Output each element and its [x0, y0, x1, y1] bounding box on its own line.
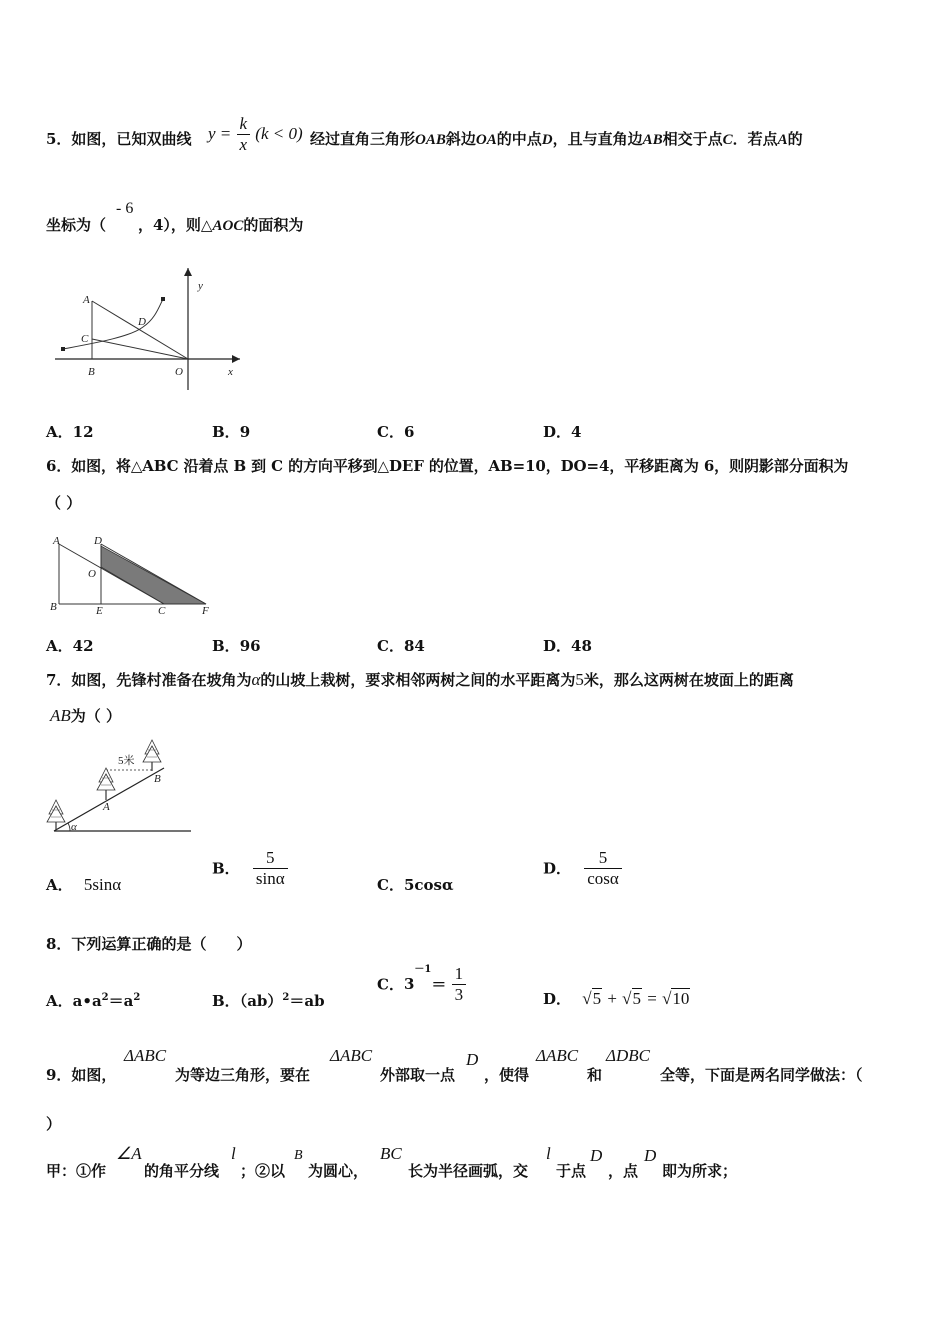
q8-option-a-eq: ＝a [108, 992, 134, 1010]
q9-d3: D [644, 1146, 657, 1165]
q8-option-d-r3: 10 [672, 989, 690, 1008]
q7-five: 5 [575, 670, 584, 689]
q5-text [310, 128, 803, 149]
q7-line2 [50, 705, 121, 726]
q5-formula [208, 114, 303, 154]
q5-option-a [46, 421, 94, 442]
q9-jia-d: 长为半径画弧，交 [408, 1162, 529, 1180]
q8-option-d-r1: 5 [592, 989, 602, 1008]
q7-option-b-letter: B． [212, 859, 240, 878]
q5-label-o: O [175, 366, 183, 378]
q7-ab: AB [50, 706, 71, 725]
q6-label-f: F [202, 605, 209, 617]
q7-option-a-letter: A． [46, 876, 73, 894]
q7-option-c [377, 874, 454, 895]
q9-line2: ） [46, 1115, 62, 1133]
q7-mid: 的山坡上栽树，要求相邻两树之间的水平距离为 [260, 671, 576, 689]
q9-t3: ，使得 [484, 1066, 530, 1084]
q8-option-a [46, 990, 140, 1011]
q5-option-c-value: 6 [403, 423, 415, 441]
q7-option-d-fraction [584, 848, 622, 888]
q9-bc: BC [380, 1144, 402, 1163]
q6-label-a: A [53, 535, 60, 547]
q5-a: A [777, 132, 788, 148]
q5-formula-fraction [237, 114, 251, 154]
q8-option-c-num: 1 [452, 964, 467, 985]
q5-option-b [212, 421, 250, 442]
q5-x-arrow [232, 355, 240, 363]
q9-l2: l [546, 1144, 551, 1163]
q5-line2-rest [138, 214, 303, 235]
q8-option-d-plus: + [607, 989, 617, 1008]
q5-aoc: AOC [212, 218, 244, 234]
q6-option-c [377, 635, 425, 656]
q5-ab: AB [642, 132, 663, 148]
q5-text-d: ，且与直角边 [552, 130, 643, 148]
q5-option-c [377, 421, 414, 442]
q6-paren: （ ） [46, 494, 82, 512]
q5-formula-cond: (k < 0) [255, 124, 303, 144]
q7-option-c-letter: C． [377, 876, 404, 894]
q8-option-d-eq: = [647, 989, 657, 1008]
q7-tree-a [97, 768, 115, 800]
q7-option-d [543, 848, 622, 888]
q6-option-d [543, 635, 592, 656]
q8-text: 8．下列运算正确的是（ ） [46, 935, 252, 953]
q7-option-d-letter: D． [543, 859, 572, 878]
q9-jia-a: 的角平分线 [144, 1162, 220, 1180]
q8-option-c-base: 3 [403, 975, 415, 994]
q7-label-a: A [103, 801, 110, 813]
q9-tri2: ΔABC [330, 1046, 373, 1065]
q6-text: 6．如图，将△ABC 沿着点 B 到 C 的方向平移到△DEF 的位置，AB=10，DO=4，平移距离为 6，则阴影部分面积为 [46, 457, 849, 475]
q7-line2-end: 为（ ） [70, 707, 122, 725]
q9-jia-c: 为圆心， [308, 1162, 369, 1180]
q6-option-c-value: 84 [403, 637, 425, 655]
q9-l1: l [231, 1144, 236, 1163]
q5-formula-k: k [237, 114, 251, 135]
q9-t5: 全等，下面是两名同学做法：（ [660, 1066, 863, 1084]
q5-label-c: C [81, 333, 89, 345]
q9-t2: 外部取一点 [380, 1066, 456, 1084]
q5-y-arrow [184, 268, 192, 276]
q5-label-d: D [138, 316, 146, 328]
q6-label-b: B [50, 601, 57, 613]
q9-d2: D [590, 1146, 603, 1165]
q8-option-b [212, 990, 325, 1011]
q7-label-alpha: α [71, 821, 77, 833]
q7-pre: 7．如图，先锋村准备在坡角为 [46, 671, 252, 689]
q5-text-a: 经过直角三角形 [310, 130, 416, 148]
q6-label-o: O [88, 568, 96, 580]
q5-segment-oa [92, 301, 188, 359]
q6-figure [46, 533, 216, 617]
q5-text-g: 的 [787, 130, 803, 148]
q8-option-c-den: 3 [454, 984, 464, 1004]
q5-hyperbola [63, 299, 163, 349]
q8-option-d-letter: D． [543, 990, 572, 1008]
q5-option-d [543, 421, 581, 442]
q5-label-a: A [83, 294, 90, 306]
q7-angle-arc [68, 823, 70, 831]
q6-option-b [212, 635, 261, 656]
q7-option-a-value: 5sinα [83, 875, 122, 894]
q5-label-y: y [198, 280, 203, 292]
q8-option-c-fraction [452, 964, 467, 1004]
q5-oab: OAB [415, 132, 446, 148]
q7-option-b-num: 5 [253, 848, 288, 869]
q5-formula-y: y = [208, 124, 232, 144]
q9-jia-b: ；②以 [240, 1162, 286, 1180]
q8-option-b-exp: 2 [282, 992, 290, 1003]
q5-label-b: B [88, 366, 95, 378]
q5-text-b: 斜边 [445, 130, 476, 148]
q9-t1: 为等边三角形，要在 [175, 1066, 311, 1084]
q5-line2-end: 的面积为 [243, 216, 304, 234]
q5-option-d-letter: D． [543, 423, 572, 441]
q8-option-c-eq: ＝ [431, 975, 447, 994]
q5-oa: OA [475, 132, 497, 148]
q8-option-a-exp2: 2 [133, 992, 141, 1003]
q9-jia-line [46, 1142, 906, 1182]
q7-label-b: B [154, 773, 161, 785]
q5-prefix: 5．如图，已知双曲线 [46, 130, 192, 148]
q9-angle: ∠A [116, 1144, 142, 1163]
q5-option-b-letter: B． [212, 423, 240, 441]
q9-t4: 和 [587, 1066, 603, 1084]
q9-line1 [46, 1046, 906, 1086]
q9-pre: 9．如图， [46, 1066, 117, 1084]
q7-option-b-den: sinα [255, 868, 285, 888]
q5-option-a-letter: A． [46, 423, 73, 441]
q5-text-c: 的中点 [496, 130, 542, 148]
q8-option-a-exp: 2 [101, 992, 109, 1003]
q7-tree-base [47, 800, 65, 830]
q8-option-b-base: （ab） [239, 992, 283, 1010]
q6-option-b-letter: B． [212, 637, 240, 655]
q7-line1 [46, 669, 794, 690]
q6-option-d-value: 48 [571, 637, 592, 655]
q9-jia-pre: 甲：①作 [46, 1162, 107, 1180]
q5-curve-end-right [161, 297, 165, 301]
q8-option-d-sqrt1: √5 [582, 989, 602, 1008]
q9-d1: D [466, 1050, 479, 1069]
q8-option-c-letter: C． [377, 975, 404, 994]
q8-option-d-sqrt2: √5 [622, 989, 641, 1008]
q6-option-b-value: 96 [239, 637, 261, 655]
q7-label-dist: 5米 [118, 755, 135, 767]
q9-jia-e: 于点 [556, 1162, 587, 1180]
q8-option-d-r2: 5 [632, 989, 641, 1008]
q6-label-e: E [96, 605, 103, 617]
q7-option-b [212, 848, 288, 888]
q9-b: B [294, 1148, 303, 1163]
q8-option-c-exp: －1 [414, 964, 432, 976]
q5-curve-end-left [61, 347, 65, 351]
q5-option-a-value: 12 [72, 423, 94, 441]
q6-option-a-value: 42 [72, 637, 94, 655]
q5-c: C [722, 132, 733, 148]
q5-neg6: - 6 [116, 200, 134, 217]
q8-option-b-letter: B． [212, 992, 240, 1010]
q5-text-e: 相交于点 [662, 130, 723, 148]
q6-option-d-letter: D． [543, 637, 572, 655]
q7-option-d-den: cosα [587, 868, 619, 888]
q5-segment-oc [92, 339, 188, 359]
q7-end: 米，那么这两树在坡面上的距离 [583, 671, 794, 689]
q8-option-d [543, 988, 690, 1009]
q8-option-b-eq: ＝ab [289, 992, 325, 1010]
q6-option-a [46, 635, 94, 656]
q9-tri4: ΔDBC [606, 1046, 650, 1065]
q9-tri3: ΔABC [536, 1046, 579, 1065]
q7-option-d-num: 5 [584, 848, 622, 869]
q5-option-b-value: 9 [239, 423, 251, 441]
q5-option-c-letter: C． [377, 423, 404, 441]
q8-option-c [377, 964, 466, 1004]
q5-line2-mid: ，4），则△ [138, 216, 213, 234]
q6-option-a-letter: A． [46, 637, 73, 655]
q8-option-a-letter: A． [46, 992, 73, 1010]
q5-label-x: x [228, 366, 233, 378]
q6-option-c-letter: C． [377, 637, 404, 655]
q5-option-d-value: 4 [571, 423, 582, 441]
q5-figure [55, 265, 245, 395]
q7-tree-b [143, 740, 161, 771]
q5-text-f: ．若点 [732, 130, 778, 148]
q7-option-c-value: 5cosα [403, 876, 454, 894]
q6-label-c: C [158, 605, 166, 617]
q7-alpha: α [251, 670, 261, 689]
q7-option-b-fraction [253, 848, 288, 888]
q8-option-a-base: a•a [72, 992, 102, 1010]
q7-figure [44, 738, 194, 836]
q8-option-d-sqrt3: √10 [662, 989, 690, 1008]
q9-jia-g: 即为所求； [662, 1162, 738, 1180]
q7-option-a [46, 874, 121, 895]
q5-formula-x: x [239, 134, 248, 154]
q5-d: D [541, 132, 553, 148]
q9-tri1: ΔABC [124, 1046, 167, 1065]
q9-jia-f: ，点 [608, 1162, 639, 1180]
q6-label-d: D [94, 535, 102, 547]
q5-line2-pre: 坐标为（ [46, 216, 107, 234]
